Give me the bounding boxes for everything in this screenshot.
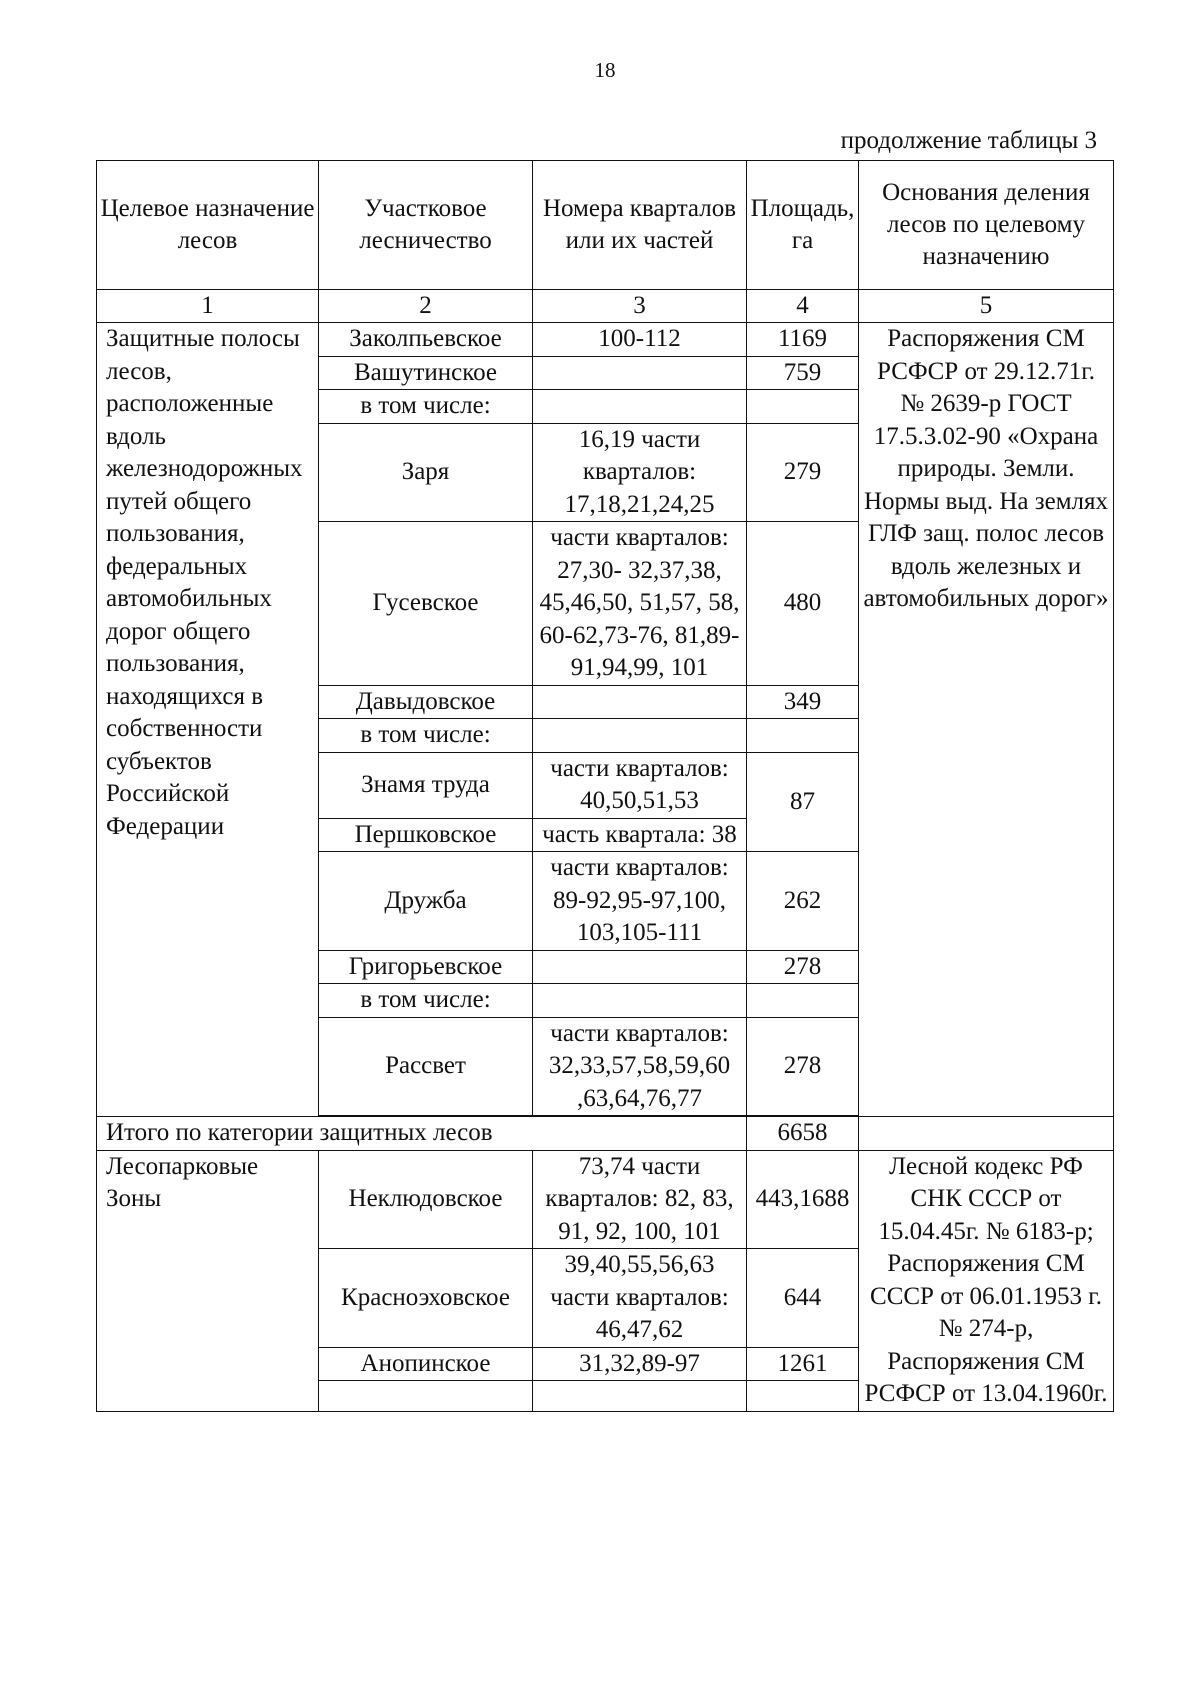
- total-area: 6658: [747, 1117, 859, 1151]
- area-value: 443,1688: [747, 1150, 859, 1249]
- including-label: в том числе:: [319, 719, 533, 753]
- category-forest-park: Лесопарковые Зоны: [97, 1150, 319, 1412]
- forestry-name: Дружба: [319, 852, 533, 951]
- block-numbers: 39,40,55,56,63 части кварталов: 46,47,62: [533, 1249, 747, 1348]
- block-numbers: части кварталов: 32,33,57,58,59,60 ,63,64,76,77: [533, 1017, 747, 1116]
- forestry-name: Першковское: [319, 818, 533, 852]
- area-value: 759: [747, 356, 859, 390]
- block-numbers: части кварталов: 27,30- 32,37,38, 45,46,50, 51,57, 58, 60-62,73-76, 81,89-91,94,99, 101: [533, 522, 747, 686]
- header-purpose: Целевое назначение лесов: [97, 161, 319, 290]
- area-value: 262: [747, 852, 859, 951]
- block-numbers: [533, 356, 747, 390]
- column-number: 2: [319, 290, 533, 323]
- column-number: 3: [533, 290, 747, 323]
- forestry-name: Знамя труда: [319, 752, 533, 818]
- forestry-name: Вашутинское: [319, 356, 533, 390]
- forestry-name: Гусевское: [319, 522, 533, 686]
- header-basis: Основания деления лесов по целевому назначению: [859, 161, 1114, 290]
- empty-cell: [859, 1117, 1114, 1151]
- total-row: [97, 1117, 1114, 1151]
- empty-cell: [533, 984, 747, 1018]
- area-value: 349: [747, 685, 859, 719]
- header-area: Площадь, га: [747, 161, 859, 290]
- page-number: 18: [594, 58, 616, 82]
- total-label: Итого по категории защитных лесов: [97, 1117, 747, 1151]
- forestry-name: Неклюдовское: [319, 1150, 533, 1249]
- forestry-name: Давыдовское: [319, 685, 533, 719]
- forestry-name: Заря: [319, 423, 533, 522]
- area-value: 278: [747, 950, 859, 984]
- block-numbers: 73,74 части кварталов: 82, 83, 91, 92, 100, 101: [533, 1150, 747, 1249]
- column-number-row: [97, 290, 1114, 323]
- area-value: 644: [747, 1249, 859, 1348]
- empty-cell: [747, 390, 859, 424]
- area-value: 1169: [747, 323, 859, 357]
- header-blocks: Номера кварталов или их частей: [533, 161, 747, 290]
- empty-cell: [747, 719, 859, 753]
- table-header-row: [97, 161, 1114, 290]
- area-value: 87: [747, 752, 859, 852]
- category-protective-strips: Защитные полосы лесов, расположенные вдоль железнодорожных путей общего пользования, федеральных автомобильных дорог общего пользования, находящихся в собственности субъектов Российской Федерации: [97, 323, 319, 1117]
- forestry-name: Григорьевское: [319, 950, 533, 984]
- area-value: 278: [747, 1017, 859, 1116]
- including-label: в том числе:: [319, 390, 533, 424]
- area-value: 1261: [747, 1347, 859, 1381]
- forestry-name: Заколпьевское: [319, 323, 533, 357]
- including-label: в том числе:: [319, 984, 533, 1018]
- empty-cell: [533, 719, 747, 753]
- empty-cell: [533, 390, 747, 424]
- empty-cell: [747, 984, 859, 1018]
- forestry-name: Красноэховское: [319, 1249, 533, 1348]
- area-value: 480: [747, 522, 859, 686]
- empty-cell: [747, 1381, 859, 1412]
- block-numbers: часть квартала: 38: [533, 818, 747, 852]
- column-number: 1: [97, 290, 319, 323]
- forestry-name: Рассвет: [319, 1017, 533, 1116]
- block-numbers: 31,32,89-97: [533, 1347, 747, 1381]
- block-numbers: 16,19 части кварталов: 17,18,21,24,25: [533, 423, 747, 522]
- block-numbers: части кварталов: 89-92,95-97,100, 103,105-111: [533, 852, 747, 951]
- header-forestry: Участковое лесничество: [319, 161, 533, 290]
- block-numbers: [533, 685, 747, 719]
- block-numbers: 100-112: [533, 323, 747, 357]
- basis-forest-park: Лесной кодекс РФ СНК СССР от 15.04.45г. № 6183-р; Распоряжения СМ СССР от 06.01.1953 г. № 274-р, Распоряжения СМ РСФСР от 13.04.1960г.: [859, 1150, 1114, 1412]
- column-number: 4: [747, 290, 859, 323]
- table-row: [97, 1150, 1114, 1249]
- empty-cell: [533, 1381, 747, 1412]
- column-number: 5: [859, 290, 1114, 323]
- forest-purpose-table: [96, 160, 1114, 1412]
- block-numbers: [533, 950, 747, 984]
- basis-protective: Распоряжения СМ РСФСР от 29.12.71г. № 2639-р ГОСТ 17.5.3.02-90 «Охрана природы. Земли. Нормы выд. На землях ГЛФ защ. полос лесов вдоль железных и автомобильных дорог»: [859, 323, 1114, 1117]
- block-numbers: части кварталов: 40,50,51,53: [533, 752, 747, 818]
- empty-cell: [319, 1381, 533, 1412]
- table-row: [97, 323, 1114, 357]
- table-continuation-label: продолжение таблицы 3: [840, 127, 1097, 154]
- area-value: 279: [747, 423, 859, 522]
- forestry-name: Анопинское: [319, 1347, 533, 1381]
